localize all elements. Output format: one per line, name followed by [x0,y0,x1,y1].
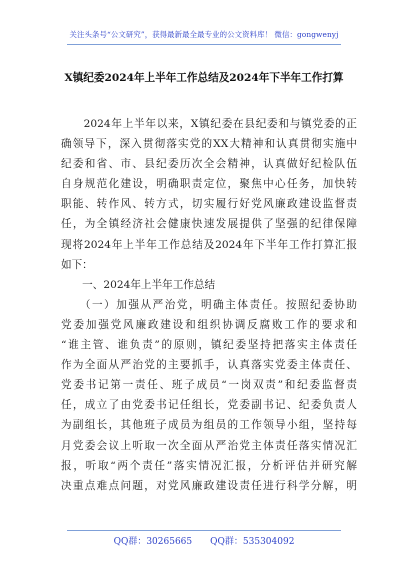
section-heading: 一、2024年上半年工作总结 [61,278,216,291]
body-line: 月党委会议上听取一次全面从严治党主体责任落实情况汇 [61,439,357,452]
document-title: X镇纪委2024年上半年工作总结及2024年下半年工作打算 [64,72,344,84]
body-line: “谁主管、谁负责”的原则，镇纪委坚持把落实主体责任 [61,339,357,352]
body-line: 现将2024年上半年工作总结及2024年下半年工作打算汇报 [61,238,357,251]
body-line: 党委书记第一责任、班子成员“一岗双责”和纪委监督责 [61,379,357,392]
body-line: 任，成立了由党委书记任组长，党委副书记、纪委负责人 [61,399,357,412]
page-header-banner: 关注头条号“公文研究”，获得最新最全最专业的公文资料库！ 微信：gongwenyj [69,30,339,39]
document-body [61,114,357,496]
body-line: 报，听取“两个责任”落实情况汇报，分析评估并研究解 [61,459,357,472]
body-line: 2024年上半年以来，X镇纪委在县纪委和与镇党委的正 [61,118,357,130]
footer-divider [67,530,341,531]
body-line: 确领导下，深入贯彻落实党的XX大精神和认真贯彻实施中 [61,138,357,151]
body-line: （一）加强从严治党，明确主体责任。按照纪委协助 [61,298,357,311]
page-footer-qq-groups: QQ群：30265665 QQ群：535304092 [113,537,295,547]
body-line: 如下： [61,258,93,271]
body-line: 自身规范化建设，明确职责定位，聚焦中心任务，加快转 [61,178,357,191]
body-line: 作为全面从严治党的主要抓手，认真落实党委主体责任、 [61,359,357,372]
body-line: 决重点难点问题，对党风廉政建设责任进行科学分解，明 [61,479,357,492]
body-line: 职能、转作风、转方式，切实履行好党风廉政建设监督责 [61,198,357,211]
body-line: 纪委和省、市、县纪委历次全会精神，认真做好纪检队伍 [61,158,357,171]
header-divider [67,44,341,45]
body-line: 任，为全镇经济社会健康快速发展提供了坚强的纪律保障 [61,218,357,231]
body-line: 为副组长，其他班子成员为组员的工作领导小组，坚持每 [61,419,357,432]
body-line: 党委加强党风廉政建设和组织协调反腐败工作的要求和 [61,318,357,331]
